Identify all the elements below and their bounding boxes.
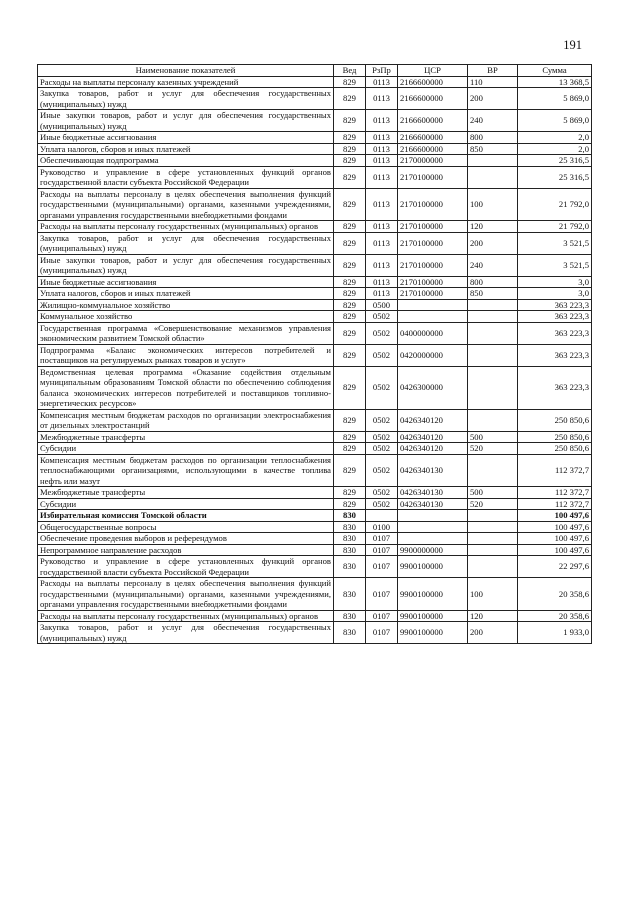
cell-ved: 829 [334,344,366,366]
cell-ved: 829 [334,409,366,431]
cell-vr [468,166,518,188]
cell-name: Межбюджетные трансферты [38,487,334,499]
table-row [38,143,592,155]
cell-name: Компенсация местным бюджетам расходов по организации электроснабжения от дизельных электростанций [38,409,334,431]
cell-sum: 3 521,5 [518,254,592,276]
cell-rzpr: 0113 [366,155,398,167]
cell-rzpr: 0107 [366,622,398,644]
cell-name: Закупка товаров, работ и услуг для обеспечения государственных (муниципальных) нужд [38,88,334,110]
cell-ved: 829 [334,166,366,188]
cell-rzpr: 0113 [366,76,398,88]
table-row [38,487,592,499]
cell-vr [468,299,518,311]
cell-sum: 363 223,3 [518,322,592,344]
cell-name: Общегосударственные вопросы [38,521,334,533]
table-row [38,188,592,221]
cell-ved: 829 [334,232,366,254]
cell-sum: 20 358,6 [518,578,592,611]
cell-sum: 363 223,3 [518,311,592,323]
cell-rzpr: 0113 [366,232,398,254]
cell-rzpr: 0113 [366,288,398,300]
cell-csr: 9900100000 [398,556,468,578]
cell-rzpr: 0502 [366,409,398,431]
cell-csr: 2170100000 [398,221,468,233]
cell-sum: 3,0 [518,276,592,288]
cell-vr [468,344,518,366]
cell-name: Уплата налогов, сборов и иных платежей [38,288,334,300]
cell-sum: 21 792,0 [518,188,592,221]
cell-csr: 2166600000 [398,76,468,88]
cell-ved: 830 [334,533,366,545]
cell-name: Иные бюджетные ассигнования [38,132,334,144]
table-row [38,443,592,455]
cell-rzpr: 0113 [366,143,398,155]
cell-rzpr: 0113 [366,88,398,110]
cell-csr: 2170100000 [398,166,468,188]
cell-sum: 112 372,7 [518,498,592,510]
cell-rzpr: 0502 [366,322,398,344]
cell-sum: 363 223,3 [518,299,592,311]
cell-ved: 829 [334,221,366,233]
table-row [38,510,592,522]
cell-csr: 0420000000 [398,344,468,366]
table-row [38,221,592,233]
cell-sum: 13 368,5 [518,76,592,88]
table-row [38,299,592,311]
cell-csr: 2170100000 [398,232,468,254]
cell-csr [398,299,468,311]
table-row [38,155,592,167]
cell-sum: 100 497,6 [518,510,592,522]
cell-name: Обеспечивающая подпрограмма [38,155,334,167]
cell-rzpr: 0113 [366,132,398,144]
cell-vr [468,533,518,545]
header-vr: ВР [468,65,518,77]
header-rzpr: РзПр [366,65,398,77]
cell-vr: 240 [468,110,518,132]
cell-sum: 20 358,6 [518,610,592,622]
cell-name: Расходы на выплаты персоналу казенных учреждений [38,76,334,88]
budget-table [37,64,592,644]
cell-name: Обеспечение проведения выборов и референдумов [38,533,334,545]
table-row [38,166,592,188]
cell-name: Избирательная комиссия Томской области [38,510,334,522]
cell-rzpr: 0502 [366,498,398,510]
cell-sum: 250 850,6 [518,409,592,431]
cell-ved: 829 [334,299,366,311]
table-row [38,254,592,276]
cell-name: Расходы на выплаты персоналу государственных (муниципальных) органов [38,610,334,622]
cell-vr [468,366,518,409]
table-header-row [38,65,592,77]
cell-ved: 829 [334,76,366,88]
table-row [38,88,592,110]
cell-ved: 829 [334,498,366,510]
table-row [38,622,592,644]
cell-vr: 500 [468,487,518,499]
cell-sum: 100 497,6 [518,544,592,556]
cell-name: Субсидии [38,443,334,455]
cell-vr: 120 [468,221,518,233]
table-row [38,110,592,132]
cell-csr: 0400000000 [398,322,468,344]
cell-ved: 829 [334,88,366,110]
cell-name: Иные закупки товаров, работ и услуг для обеспечения государственных (муниципальных) нужд [38,110,334,132]
cell-vr: 850 [468,288,518,300]
cell-vr [468,544,518,556]
cell-name: Компенсация местным бюджетам расходов по организации теплоснабжения теплоснабжающими организациями, использующими в качестве топлива нефть или мазут [38,454,334,487]
cell-sum: 5 869,0 [518,110,592,132]
cell-rzpr: 0107 [366,533,398,545]
cell-name: Иные закупки товаров, работ и услуг для обеспечения государственных (муниципальных) нужд [38,254,334,276]
cell-rzpr: 0502 [366,454,398,487]
cell-ved: 830 [334,556,366,578]
cell-csr: 2170000000 [398,155,468,167]
cell-sum: 2,0 [518,143,592,155]
cell-ved: 829 [334,322,366,344]
cell-sum: 25 316,5 [518,155,592,167]
cell-name: Ведомственная целевая программа «Оказание содействия отдельным муниципальным образованиям Томской области по обеспечению соблюдения баланса экономических интересов потребителей и поставщиков топливно-энергетических ресурсов» [38,366,334,409]
cell-sum: 250 850,6 [518,443,592,455]
cell-csr [398,510,468,522]
table-row [38,454,592,487]
cell-csr: 0426340120 [398,431,468,443]
cell-csr: 2166600000 [398,132,468,144]
cell-name: Субсидии [38,498,334,510]
header-csr: ЦСР [398,65,468,77]
table-row [38,521,592,533]
cell-name: Расходы на выплаты персоналу в целях обеспечения выполнения функций государственными (муниципальными) органами, казенными учреждениями, органами управления государственными внебюджетными фондами [38,188,334,221]
cell-ved: 829 [334,132,366,144]
cell-csr: 2170100000 [398,254,468,276]
cell-ved: 829 [334,155,366,167]
table-row [38,276,592,288]
cell-rzpr: 0113 [366,166,398,188]
header-name: Наименование показателей [38,65,334,77]
cell-rzpr: 0502 [366,344,398,366]
cell-name: Руководство и управление в сфере установленных функций органов государственной власти субъекта Российской Федерации [38,166,334,188]
cell-rzpr: 0113 [366,276,398,288]
cell-vr: 500 [468,431,518,443]
cell-csr: 9900100000 [398,622,468,644]
cell-rzpr: 0502 [366,443,398,455]
cell-vr: 200 [468,232,518,254]
cell-ved: 829 [334,188,366,221]
cell-ved: 830 [334,610,366,622]
cell-name: Расходы на выплаты персоналу государственных (муниципальных) органов [38,221,334,233]
cell-ved: 829 [334,431,366,443]
cell-sum: 21 792,0 [518,221,592,233]
cell-csr [398,533,468,545]
cell-rzpr: 0107 [366,610,398,622]
cell-vr: 850 [468,143,518,155]
table-row [38,311,592,323]
cell-ved: 830 [334,622,366,644]
cell-csr: 9900100000 [398,610,468,622]
cell-vr: 200 [468,622,518,644]
cell-name: Иные бюджетные ассигнования [38,276,334,288]
cell-csr: 0426340130 [398,487,468,499]
cell-csr: 2166600000 [398,88,468,110]
cell-csr: 2170100000 [398,276,468,288]
cell-ved: 830 [334,510,366,522]
cell-sum: 250 850,6 [518,431,592,443]
cell-rzpr: 0502 [366,366,398,409]
table-row [38,409,592,431]
cell-rzpr: 0502 [366,487,398,499]
table-row [38,322,592,344]
cell-vr: 800 [468,132,518,144]
cell-sum: 3 521,5 [518,232,592,254]
table-row [38,610,592,622]
cell-sum: 100 497,6 [518,533,592,545]
cell-name: Жилищно-коммунальное хозяйство [38,299,334,311]
cell-ved: 830 [334,521,366,533]
cell-name: Закупка товаров, работ и услуг для обеспечения государственных (муниципальных) нужд [38,232,334,254]
cell-sum: 363 223,3 [518,366,592,409]
cell-name: Уплата налогов, сборов и иных платежей [38,143,334,155]
cell-rzpr: 0113 [366,254,398,276]
header-ved: Вед [334,65,366,77]
cell-rzpr [366,510,398,522]
cell-vr: 100 [468,578,518,611]
cell-rzpr: 0113 [366,221,398,233]
cell-vr: 120 [468,610,518,622]
cell-sum: 363 223,3 [518,344,592,366]
cell-rzpr: 0113 [366,188,398,221]
cell-ved: 829 [334,311,366,323]
cell-sum: 100 497,6 [518,521,592,533]
cell-sum: 1 933,0 [518,622,592,644]
table-row [38,533,592,545]
cell-ved: 829 [334,254,366,276]
cell-rzpr: 0502 [366,431,398,443]
cell-ved: 830 [334,544,366,556]
cell-csr [398,521,468,533]
table-row [38,498,592,510]
cell-ved: 829 [334,366,366,409]
cell-ved: 830 [334,578,366,611]
cell-name: Коммунальное хозяйство [38,311,334,323]
cell-rzpr: 0107 [366,578,398,611]
cell-sum: 25 316,5 [518,166,592,188]
cell-csr: 0426340120 [398,443,468,455]
cell-ved: 829 [334,288,366,300]
cell-vr [468,409,518,431]
table-row [38,232,592,254]
table-row [38,544,592,556]
cell-csr: 9900100000 [398,578,468,611]
cell-name: Межбюджетные трансферты [38,431,334,443]
cell-ved: 829 [334,143,366,155]
page-number: 191 [563,38,582,52]
cell-csr: 2170100000 [398,188,468,221]
cell-csr: 0426340120 [398,409,468,431]
cell-ved: 829 [334,487,366,499]
cell-vr [468,510,518,522]
table-row [38,76,592,88]
cell-csr: 0426300000 [398,366,468,409]
cell-sum: 112 372,7 [518,487,592,499]
cell-name: Руководство и управление в сфере установленных функций органов государственной власти субъекта Российской Федерации [38,556,334,578]
cell-name: Подпрограмма «Баланс экономических интересов потребителей и поставщиков на регулируемых рынках товаров и услуг» [38,344,334,366]
cell-sum: 2,0 [518,132,592,144]
cell-ved: 829 [334,443,366,455]
cell-vr: 520 [468,498,518,510]
cell-sum: 5 869,0 [518,88,592,110]
cell-vr [468,155,518,167]
cell-vr: 240 [468,254,518,276]
cell-vr [468,521,518,533]
cell-rzpr: 0100 [366,521,398,533]
cell-name: Государственная программа «Совершенствование механизмов управления экономическим развитием Томской области» [38,322,334,344]
cell-rzpr: 0107 [366,544,398,556]
cell-name: Непрограммное направление расходов [38,544,334,556]
cell-rzpr: 0500 [366,299,398,311]
table-row [38,556,592,578]
cell-sum: 3,0 [518,288,592,300]
table-row [38,288,592,300]
cell-rzpr: 0113 [366,110,398,132]
table-body [38,76,592,644]
table-row [38,344,592,366]
cell-csr [398,311,468,323]
table-row [38,366,592,409]
table-row [38,578,592,611]
cell-vr [468,311,518,323]
cell-vr: 520 [468,443,518,455]
cell-vr: 800 [468,276,518,288]
cell-sum: 112 372,7 [518,454,592,487]
cell-csr: 2170100000 [398,288,468,300]
header-sum: Сумма [518,65,592,77]
cell-vr [468,454,518,487]
cell-vr [468,322,518,344]
cell-ved: 829 [334,276,366,288]
cell-csr: 9900000000 [398,544,468,556]
cell-csr: 2166600000 [398,143,468,155]
cell-name: Закупка товаров, работ и услуг для обеспечения государственных (муниципальных) нужд [38,622,334,644]
cell-name: Расходы на выплаты персоналу в целях обеспечения выполнения функций государственными (муниципальными) органами, казенными учреждениями, органами управления государственными внебюджетными фондами [38,578,334,611]
cell-vr [468,556,518,578]
cell-ved: 829 [334,454,366,487]
cell-vr: 200 [468,88,518,110]
cell-rzpr: 0502 [366,311,398,323]
cell-vr: 110 [468,76,518,88]
cell-ved: 829 [334,110,366,132]
table-row [38,132,592,144]
cell-rzpr: 0107 [366,556,398,578]
cell-csr: 0426340130 [398,454,468,487]
cell-csr: 0426340130 [398,498,468,510]
cell-csr: 2166600000 [398,110,468,132]
cell-vr: 100 [468,188,518,221]
table-row [38,431,592,443]
cell-sum: 22 297,6 [518,556,592,578]
